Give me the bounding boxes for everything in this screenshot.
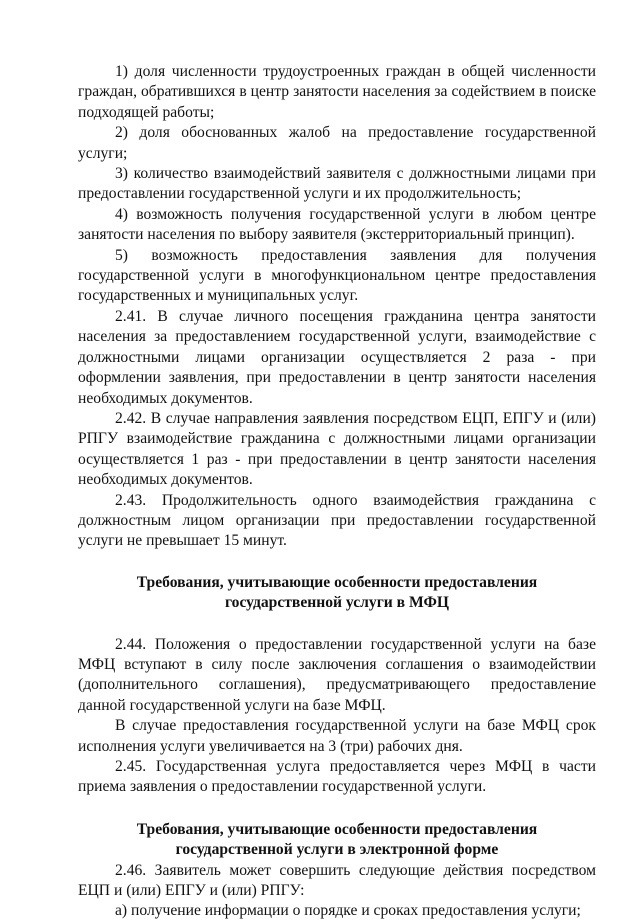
section-heading-electronic: Требования, учитывающие особенности предоставления государственной услуги в электронной форме [136, 820, 538, 859]
paragraph-indicator-1: 1) доля численности трудоустроенных граждан в общей численности граждан, обратившихся в центр занятости населения за содействием в поиске подходящей работы; [78, 63, 596, 121]
document-page [78, 62, 596, 922]
paragraph-indicator-2: 2) доля обоснованных жалоб на предоставление государственной услуги; [78, 124, 596, 162]
paragraph-indicator-3: 3) количество взаимодействий заявителя с должностными лицами при предоставлении государственной услуги и их продолжительность; [78, 165, 596, 203]
paragraph-indicator-5: 5) возможность предоставления заявления для получения государственной услуги в многофункциональном центре предоставления государственных и муниципальных услуг. [78, 246, 596, 305]
section-heading-mfc: Требования, учитывающие особенности предоставления государственной услуги в МФЦ [136, 573, 538, 612]
paragraph-item-a: а) получение информации о порядке и сроках предоставления услуги; [115, 902, 581, 920]
paragraph-2-43: 2.43. Продолжительность одного взаимодействия гражданина с должностным лицом организации при предоставлении государственной услуги не превышает 15 минут. [78, 491, 596, 550]
paragraph-mfc-term: В случае предоставления государственной услуги на базе МФЦ срок исполнения услуги увеличивается на 3 (три) рабочих дня. [78, 717, 596, 755]
paragraph-2-42: 2.42. В случае направления заявления посредством ЕЦП, ЕПГУ и (или) РПГУ взаимодействие гражданина с должностными лицами организации осуществляется 1 раз - при предоставлении в центр занятости населения необходимых документов. [78, 409, 596, 489]
paragraph-2-41: 2.41. В случае личного посещения гражданина центра занятости населения за предоставлением государственной услуги, взаимодействие с должностными лицами организации осуществляется 2 раза - при оформлении заявления, при предоставлении в центр занятости населения необходимых документов. [78, 307, 596, 407]
paragraph-2-46: 2.46. Заявитель может совершить следующие действия посредством ЕЦП и (или) ЕПГУ и (или) РПГУ: [78, 861, 596, 900]
paragraph-2-44: 2.44. Положения о предоставлении государственной услуги на базе МФЦ вступают в силу после заключения соглашения о взаимодействии (дополнительного соглашения), предусматривающего предоставление данной государственной услуги на базе МФЦ. [78, 635, 596, 714]
paragraph-2-45: 2.45. Государственная услуга предоставляется через МФЦ в части приема заявления о предоставлении государственной услуги. [78, 758, 596, 796]
paragraph-indicator-4: 4) возможность получения государственной услуги в любом центре занятости населения по выбору заявителя (экстерриториальный принцип). [78, 205, 596, 244]
